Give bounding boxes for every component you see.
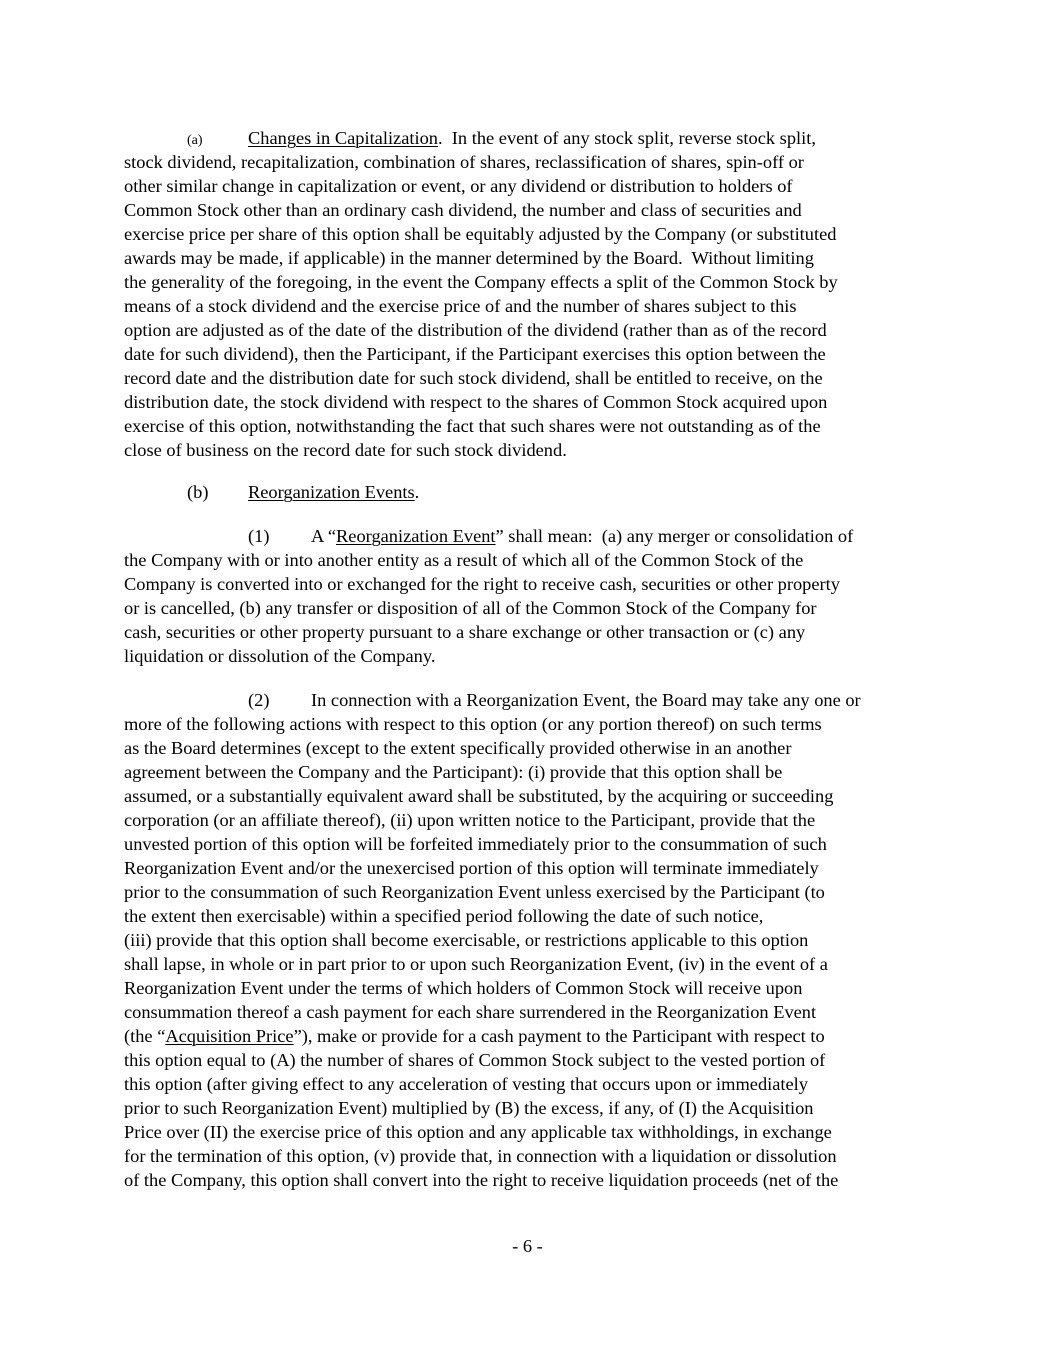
section-a-first-line — [124, 126, 838, 150]
subsection-1-first-line — [124, 524, 853, 548]
page-number: - 6 - — [512, 1236, 543, 1256]
subsection-1-text-line: cash, securities or other property pursuant to a share exchange or other transaction or (c) any — [124, 622, 806, 642]
subsection-2-term-pre: (the “ — [124, 1026, 166, 1046]
section-a-first-line-text: . In the event of any stock split, reverse stock split, — [438, 128, 816, 148]
section-a-text-line: Common Stock other than an ordinary cash dividend, the number and class of securities and — [124, 200, 802, 220]
subsection-1-text-line: or is cancelled, (b) any transfer or disposition of all of the Common Stock of the Company for — [124, 598, 817, 618]
subsection-1-body — [124, 548, 853, 668]
subsection-1-paragraph — [124, 524, 853, 668]
subsection-2-text-line: the extent then exercisable) within a specified period following the date of such notice, — [124, 906, 764, 926]
section-a-text-line: awards may be made, if applicable) in the manner determined by the Board. Without limiting — [124, 248, 814, 268]
subsection-2-text-line: this option equal to (A) the number of shares of Common Stock subject to the vested portion of — [124, 1050, 826, 1070]
subsection-2-text-line: prior to the consummation of such Reorganization Event unless exercised by the Participant (to — [124, 882, 825, 902]
subsection-1-label: (1) — [248, 526, 270, 546]
subsection-2-first-line — [124, 688, 861, 712]
subsection-2-text-line: Reorganization Event under the terms of which holders of Common Stock will receive upon — [124, 978, 803, 998]
section-a-text-line: exercise of this option, notwithstanding the fact that such shares were not outstanding as of the — [124, 416, 821, 436]
subsection-2-text-line: prior to such Reorganization Event) multiplied by (B) the excess, if any, of (I) the Acquisition — [124, 1098, 814, 1118]
section-b-heading: Reorganization Events — [248, 482, 415, 502]
section-b-label: (b) — [187, 482, 209, 502]
subsection-2-text-line: assumed, or a substantially equivalent award shall be substituted, by the acquiring or succeeding — [124, 786, 834, 806]
subsection-2-body-after — [124, 1048, 861, 1192]
subsection-2-first-text: In connection with a Reorganization Event, the Board may take any one or — [311, 690, 861, 710]
subsection-2-term-post: ”), make or provide for a cash payment to the Participant with respect to — [293, 1026, 825, 1046]
section-a-text-line: other similar change in capitalization or event, or any dividend or distribution to holders of — [124, 176, 793, 196]
subsection-2-text-line: agreement between the Company and the Participant): (i) provide that this option shall be — [124, 762, 783, 782]
section-a-body — [124, 150, 838, 462]
subsection-2-text-line: for the termination of this option, (v) provide that, in connection with a liquidation or dissolution — [124, 1146, 837, 1166]
section-a-heading: Changes in Capitalization — [248, 128, 438, 148]
subsection-2-text-line: more of the following actions with respect to this option (or any portion thereof) on such terms — [124, 714, 822, 734]
section-b-heading-line — [124, 480, 419, 504]
defined-term-reorganization-event: Reorganization Event — [336, 526, 496, 546]
section-a-text-line: exercise price per share of this option shall be equitably adjusted by the Company (or substituted — [124, 224, 837, 244]
subsection-2-text-line: Reorganization Event and/or the unexercised portion of this option will terminate immediately — [124, 858, 819, 878]
subsection-2-text-line: of the Company, this option shall convert into the right to receive liquidation proceeds (net of the — [124, 1170, 839, 1190]
section-b-heading-end: . — [414, 482, 420, 502]
section-a-text-line: means of a stock dividend and the exercise price of and the number of shares subject to this — [124, 296, 797, 316]
section-a-text-line: distribution date, the stock dividend with respect to the shares of Common Stock acquired upon — [124, 392, 828, 412]
subsection-2-text-line: corporation (or an affiliate thereof), (ii) upon written notice to the Participant, provide that the — [124, 810, 816, 830]
section-a-text-line: the generality of the foregoing, in the event the Company effects a split of the Common Stock by — [124, 272, 838, 292]
subsection-2-text-line: consummation thereof a cash payment for each share surrendered in the Reorganization Event — [124, 1002, 817, 1022]
section-a-paragraph — [124, 126, 838, 462]
subsection-2-paragraph — [124, 688, 861, 1192]
section-a-text-line: stock dividend, recapitalization, combination of shares, reclassification of shares, spin-off or — [124, 152, 804, 172]
subsection-1-first-post: ” shall mean: (a) any merger or consolidation of — [495, 526, 854, 546]
section-a-label: (a) — [187, 133, 203, 148]
section-a-text-line: option are adjusted as of the date of the distribution of the dividend (rather than as of the record — [124, 320, 827, 340]
defined-term-acquisition-price: Acquisition Price — [165, 1026, 294, 1046]
subsection-2-label: (2) — [248, 690, 270, 710]
subsection-2-text-line: (iii) provide that this option shall become exercisable, or restrictions applicable to this option — [124, 930, 809, 950]
subsection-1-text-line: liquidation or dissolution of the Company. — [124, 646, 436, 666]
subsection-2-text-line: as the Board determines (except to the extent specifically provided otherwise in an another — [124, 738, 792, 758]
section-b-paragraph — [124, 480, 419, 504]
section-a-text-line: date for such dividend), then the Participant, if the Participant exercises this option between the — [124, 344, 826, 364]
section-a-text-line: record date and the distribution date for such stock dividend, shall be entitled to receive, on the — [124, 368, 823, 388]
subsection-2-text-line: Price over (II) the exercise price of this option and any applicable tax withholdings, in exchange — [124, 1122, 832, 1142]
subsection-1-text-line: the Company with or into another entity as a result of which all of the Common Stock of the — [124, 550, 804, 570]
subsection-1-text-line: Company is converted into or exchanged for the right to receive cash, securities or other property — [124, 574, 840, 594]
subsection-2-text-line: this option (after giving effect to any acceleration of vesting that occurs upon or immediately — [124, 1074, 808, 1094]
subsection-2-text-line: unvested portion of this option will be forfeited immediately prior to the consummation of such — [124, 834, 827, 854]
subsection-2-term-line — [124, 1024, 861, 1048]
subsection-2-text-line: shall lapse, in whole or in part prior to or upon such Reorganization Event, (iv) in the event of a — [124, 954, 828, 974]
subsection-2-body-before — [124, 712, 861, 1024]
section-a-text-line: close of business on the record date for such stock dividend. — [124, 440, 567, 460]
subsection-1-first-pre: A “ — [311, 526, 337, 546]
